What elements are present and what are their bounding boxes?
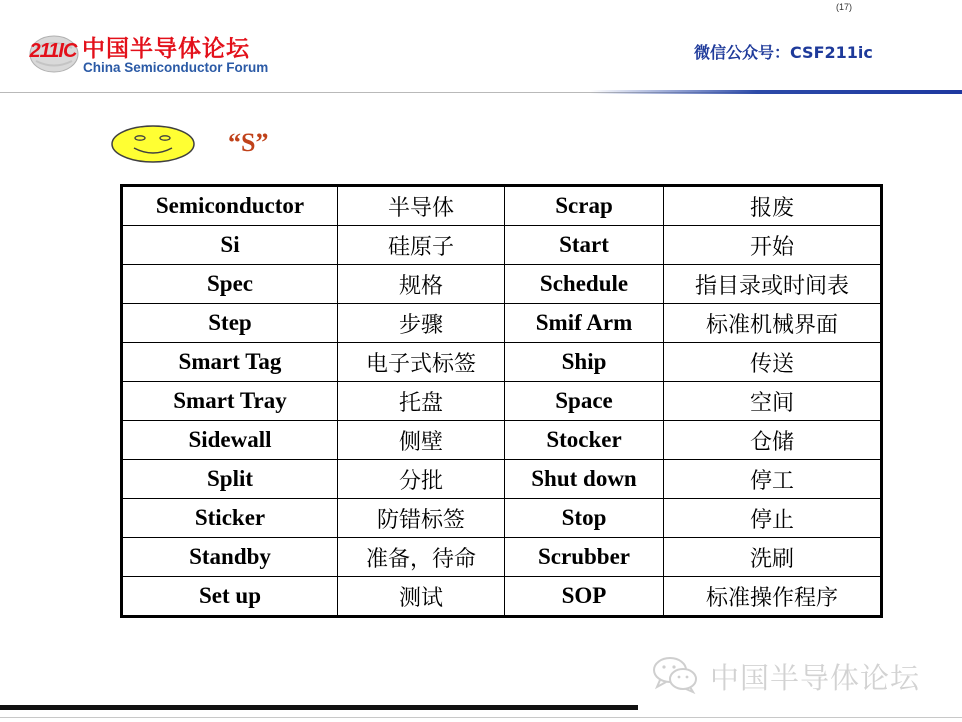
- table-cell-term-en: Standby: [122, 538, 338, 577]
- table-cell-term-cn: 空间: [664, 382, 882, 421]
- table-cell-term-en: Start: [505, 226, 664, 265]
- table-cell-term-en: Step: [122, 304, 338, 343]
- forum-logo: [26, 28, 276, 84]
- header-accent-bar: [590, 90, 962, 94]
- smiley-face-icon: [110, 124, 196, 164]
- wechat-account-label: 微信公众号：CSF211ic: [694, 43, 873, 62]
- watermark-text: 中国半导体论坛: [710, 661, 921, 695]
- logo-name-cn: 中国半导体论坛: [82, 36, 250, 62]
- table-cell-term-en: Shut down: [505, 460, 664, 499]
- glossary-table: [120, 184, 883, 618]
- table-cell-term-cn: 防错标签: [338, 499, 505, 538]
- table-cell-term-en: Ship: [505, 343, 664, 382]
- table-cell-term-en: Schedule: [505, 265, 664, 304]
- table-cell-term-cn: 停工: [664, 460, 882, 499]
- table-cell-term-cn: 步骤: [338, 304, 505, 343]
- logo-badge-text: 211IC: [29, 40, 77, 62]
- table-cell-term-cn: 侧壁: [338, 421, 505, 460]
- table-cell-term-cn: 托盘: [338, 382, 505, 421]
- table-row: [122, 382, 882, 421]
- table-cell-term-en: Smif Arm: [505, 304, 664, 343]
- table-row: [122, 226, 882, 265]
- table-row: [122, 304, 882, 343]
- table-cell-term-cn: 半导体: [338, 186, 505, 226]
- table-cell-term-en: Sidewall: [122, 421, 338, 460]
- table-cell-term-cn: 规格: [338, 265, 505, 304]
- table-cell-term-cn: 报废: [664, 186, 882, 226]
- table-cell-term-en: Semiconductor: [122, 186, 338, 226]
- table-cell-term-cn: 开始: [664, 226, 882, 265]
- table-row: [122, 499, 882, 538]
- table-row: [122, 460, 882, 499]
- table-cell-term-cn: 硅原子: [338, 226, 505, 265]
- table-cell-term-en: Smart Tray: [122, 382, 338, 421]
- table-cell-term-en: SOP: [505, 577, 664, 617]
- table-cell-term-en: Stocker: [505, 421, 664, 460]
- wechat-icon: [652, 654, 698, 694]
- table-cell-term-en: Split: [122, 460, 338, 499]
- table-cell-term-en: Scrap: [505, 186, 664, 226]
- footer-divider: [0, 717, 962, 718]
- table-row: [122, 265, 882, 304]
- table-row: [122, 343, 882, 382]
- table-cell-term-cn: 指目录或时间表: [664, 265, 882, 304]
- table-cell-term-en: Stop: [505, 499, 664, 538]
- table-cell-term-cn: 传送: [664, 343, 882, 382]
- table-cell-term-cn: 标准操作程序: [664, 577, 882, 617]
- table-row: [122, 577, 882, 617]
- table-row: [122, 538, 882, 577]
- table-cell-term-en: Scrubber: [505, 538, 664, 577]
- table-row: [122, 421, 882, 460]
- table-cell-term-cn: 准备，待命: [338, 538, 505, 577]
- table-cell-term-cn: 电子式标签: [338, 343, 505, 382]
- table-row: [122, 186, 882, 226]
- section-title: “S”: [228, 128, 269, 157]
- table-cell-term-cn: 标准机械界面: [664, 304, 882, 343]
- table-cell-term-en: Spec: [122, 265, 338, 304]
- table-cell-term-cn: 洗刷: [664, 538, 882, 577]
- logo-name-en: China Semiconductor Forum: [83, 60, 269, 75]
- table-cell-term-cn: 分批: [338, 460, 505, 499]
- table-cell-term-en: Set up: [122, 577, 338, 617]
- table-cell-term-en: Sticker: [122, 499, 338, 538]
- page-number: (17): [836, 2, 853, 12]
- table-cell-term-cn: 仓储: [664, 421, 882, 460]
- table-cell-term-cn: 测试: [338, 577, 505, 617]
- table-cell-term-en: Si: [122, 226, 338, 265]
- table-cell-term-en: Space: [505, 382, 664, 421]
- table-cell-term-en: Smart Tag: [122, 343, 338, 382]
- watermark: [652, 652, 942, 696]
- footer-bar: [0, 705, 638, 710]
- table-cell-term-cn: 停止: [664, 499, 882, 538]
